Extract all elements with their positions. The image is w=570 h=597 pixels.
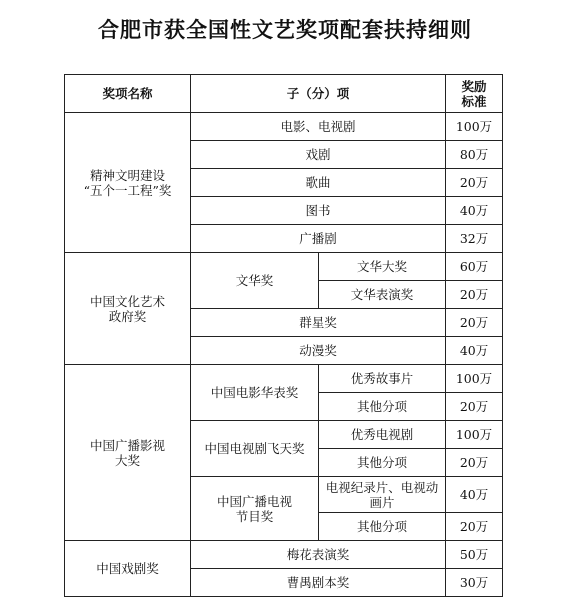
subitem-label: 图书 — [191, 197, 446, 225]
amount-cell: 20万 — [446, 513, 503, 541]
header-subitem: 子（分）项 — [191, 75, 446, 113]
group-name-guangbo — [65, 365, 191, 541]
subitem-label: 电影、电视剧 — [191, 113, 446, 141]
award-table — [64, 74, 503, 597]
subgroup-label-line1: 中国广播电视 — [216, 493, 292, 509]
subgroup-label-jiemu — [191, 477, 319, 541]
amount-cell: 20万 — [446, 393, 503, 421]
header-award-name: 奖项名称 — [65, 75, 191, 113]
group-name-line1: 中国文化艺术 — [89, 293, 165, 309]
group-name-wugeyi — [65, 113, 191, 253]
subitem-label: 动漫奖 — [191, 337, 446, 365]
amount-cell: 80万 — [446, 141, 503, 169]
amount-cell: 20万 — [446, 309, 503, 337]
header-standard-line1: 奖励 — [461, 78, 487, 94]
amount-cell: 32万 — [446, 225, 503, 253]
amount-cell: 30万 — [446, 569, 503, 597]
subgroup-label-huabiao: 中国电影华表奖 — [191, 365, 319, 421]
subitem-label: 戏剧 — [191, 141, 446, 169]
amount-cell: 20万 — [446, 449, 503, 477]
subitem-label-line2: 画片 — [369, 494, 395, 510]
subgroup-label-line2: 节目奖 — [235, 508, 274, 524]
amount-cell: 100万 — [446, 113, 503, 141]
table-row — [65, 113, 503, 141]
amount-cell: 40万 — [446, 477, 503, 513]
subitem-label: 其他分项 — [319, 513, 446, 541]
subitem-label: 优秀电视剧 — [319, 421, 446, 449]
amount-cell: 40万 — [446, 197, 503, 225]
table-row — [65, 541, 503, 569]
page-title: 合肥市获全国性文艺奖项配套扶持细则 — [98, 18, 472, 42]
subgroup-label-feitian: 中国电视剧飞天奖 — [191, 421, 319, 477]
table-row — [65, 365, 503, 393]
amount-cell: 100万 — [446, 421, 503, 449]
group-name-wenhua — [65, 253, 191, 365]
amount-cell: 20万 — [446, 169, 503, 197]
amount-cell: 60万 — [446, 253, 503, 281]
amount-cell: 100万 — [446, 365, 503, 393]
amount-cell: 40万 — [446, 337, 503, 365]
subitem-label: 梅花表演奖 — [191, 541, 446, 569]
subitem-label: 文华表演奖 — [319, 281, 446, 309]
header-standard-line2: 标准 — [461, 93, 487, 109]
subitem-label: 群星奖 — [191, 309, 446, 337]
table-header-row — [65, 75, 503, 113]
subitem-label: 文华大奖 — [319, 253, 446, 281]
subitem-label: 曹禺剧本奖 — [191, 569, 446, 597]
group-name-line2: 政府奖 — [108, 308, 147, 324]
header-standard — [446, 75, 503, 113]
amount-cell: 50万 — [446, 541, 503, 569]
group-name-line1: 中国广播影视 — [89, 437, 165, 453]
group-name-xiju: 中国戏剧奖 — [65, 541, 191, 597]
subitem-label: 广播剧 — [191, 225, 446, 253]
amount-cell: 20万 — [446, 281, 503, 309]
table-row — [65, 253, 503, 281]
subitem-label: 其他分项 — [319, 449, 446, 477]
group-name-line2: “五个一工程”奖 — [83, 182, 172, 198]
subitem-label: 歌曲 — [191, 169, 446, 197]
subitem-label: 优秀故事片 — [319, 365, 446, 393]
subitem-label: 其他分项 — [319, 393, 446, 421]
subitem-label — [319, 477, 446, 513]
group-name-line1: 精神文明建设 — [89, 167, 165, 183]
group-name-line2: 大奖 — [114, 452, 140, 468]
subgroup-label-wenhua: 文华奖 — [191, 253, 319, 309]
subitem-label-line1: 电视纪录片、电视动 — [325, 479, 439, 495]
